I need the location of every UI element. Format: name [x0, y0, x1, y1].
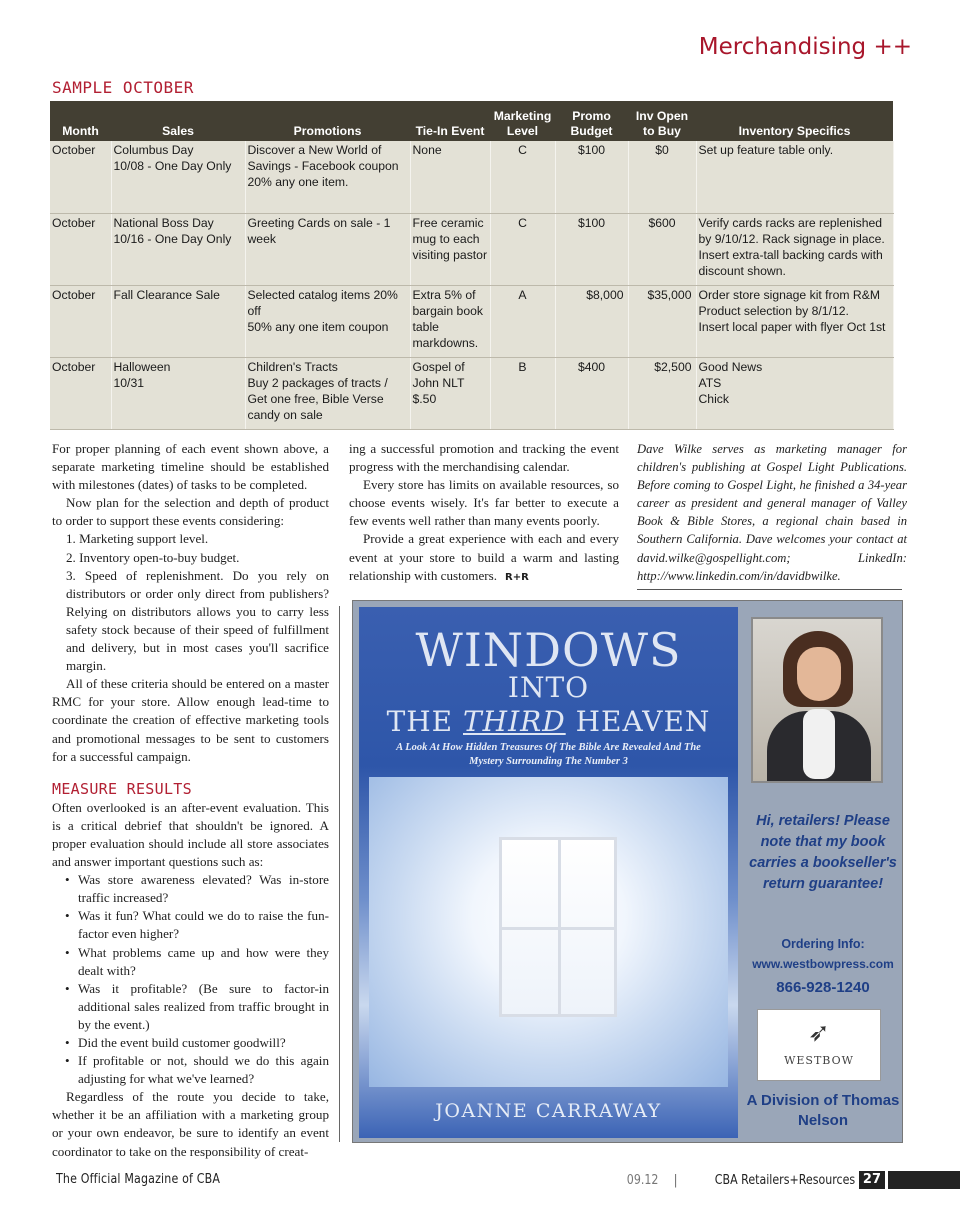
- ordering-url: www.westbowpress.com: [752, 957, 894, 971]
- table-cell: Selected catalog items 20% off 50% any one item coupon: [245, 285, 410, 357]
- cover-illustration: [369, 777, 728, 1087]
- footer-bar: [888, 1171, 960, 1189]
- list-item: • Did the event build customer goodwill?: [78, 1034, 329, 1052]
- table-cell: Verify cards racks are replenished by 9/10/12. Rack signage in place. Insert extra-tall backing cards with discount shown.: [696, 213, 893, 285]
- paragraph: Regardless of the route you decide to take, whether it be an affiliation with a marketing group or your own endeavor, be sure to identify an event coordinator to take on the responsibility of creat-: [52, 1089, 329, 1159]
- table-cell: $600: [628, 213, 696, 285]
- paragraph: [349, 530, 619, 586]
- table-cell: Children's Tracts Buy 2 packages of tracts / Get one free, Bible Verse candy on sale: [245, 357, 410, 429]
- book-subtitle: A Look At How Hidden Treasures Of The Bible Are Revealed And The Mystery Surrounding The Number 3: [396, 742, 701, 767]
- table-cell: Greeting Cards on sale - 1 week: [245, 213, 410, 285]
- column-header: Promo Budget: [555, 101, 628, 141]
- article-column-2: [349, 440, 619, 587]
- column-header: Promotions: [245, 101, 410, 141]
- issue-date: 09.12: [626, 1172, 659, 1188]
- book-title-line: INTO: [507, 671, 590, 704]
- table-cell: $35,000: [628, 285, 696, 357]
- table-cell: $8,000: [555, 285, 628, 357]
- footer-right: [624, 1170, 960, 1190]
- table-cell: Free ceramic mug to each visiting pastor: [410, 213, 490, 285]
- end-mark: R+R: [505, 571, 529, 583]
- section-heading: MEASURE RESULTS: [52, 779, 192, 798]
- table-cell: October: [50, 213, 111, 285]
- table-cell: $400: [555, 357, 628, 429]
- divider: [637, 589, 902, 590]
- table-cell: Fall Clearance Sale: [111, 285, 245, 357]
- table-row: [50, 357, 893, 429]
- table-header-row: [50, 101, 893, 141]
- table-row: [50, 285, 893, 357]
- table-cell: $100: [555, 213, 628, 285]
- table-cell: October: [50, 285, 111, 357]
- retailer-note: Hi, retailers! Please note that my book carries a bookseller's return guarantee!: [749, 813, 897, 892]
- list-item: • Was it fun? What could we do to raise the fun-factor even higher?: [78, 907, 329, 943]
- book-title-line: THE THIRD HEAVEN: [386, 705, 711, 738]
- table-cell: Good News ATS Chick: [696, 357, 893, 429]
- list-item: • Was it profitable? (Be sure to factor-in additional sales realized from traffic brought in by the event.): [78, 980, 329, 1034]
- table-cell: Order store signage kit from R&M Product selection by 8/1/12. Insert local paper with flyer Oct 1st: [696, 285, 893, 357]
- table-cell: October: [50, 141, 111, 213]
- author-photo: [751, 617, 883, 783]
- book-title-line: WINDOWS: [415, 623, 682, 677]
- publisher-logo: [757, 1009, 881, 1081]
- page-number: 27: [859, 1171, 885, 1189]
- table-row: [50, 213, 893, 285]
- phone-number: 866-928-1240: [776, 979, 870, 996]
- column-header: Sales: [111, 101, 245, 141]
- magazine-title: CBA Retailers+Resources: [714, 1172, 855, 1188]
- column-header: Marketing Level: [490, 101, 555, 141]
- paragraph: All of these criteria should be entered on a master RMC for your store. Allow enough lead-time to coordinate the creation of effective marketing tools and promotional messages to be sent to customers for a successful campaign.: [52, 676, 329, 764]
- table-row: [50, 141, 893, 213]
- column-rule: [339, 606, 340, 1142]
- table-cell: Columbus Day 10/08 - One Day Only: [111, 141, 245, 213]
- column-header: Inventory Specifics: [696, 101, 893, 141]
- marketing-calendar-table: [50, 101, 894, 430]
- list-item: • Was store awareness elevated? Was in-store traffic increased?: [78, 871, 329, 907]
- table-cell: October: [50, 357, 111, 429]
- footer-magazine-name: The Official Magazine of CBA: [56, 1172, 221, 1187]
- table-cell: B: [490, 357, 555, 429]
- footer-separator: |: [673, 1172, 678, 1188]
- ordering-heading: Ordering Info:: [781, 937, 865, 951]
- section-title: Merchandising ++: [698, 34, 912, 60]
- table-cell: $2,500: [628, 357, 696, 429]
- archer-icon: ➶: [808, 1018, 830, 1047]
- table-cell: $0: [628, 141, 696, 213]
- list-item: 2. Inventory open-to-buy budget.: [66, 549, 240, 565]
- table-cell: Halloween 10/31: [111, 357, 245, 429]
- article-column-1: [52, 440, 329, 1161]
- table-cell: Gospel of John NLT $.50: [410, 357, 490, 429]
- table-cell: None: [410, 141, 490, 213]
- bullet-list: [52, 871, 329, 1088]
- book-cover: [359, 607, 738, 1138]
- paragraph: For proper planning of each event shown above, a separate marketing timeline should be established with milestones (dates) of tasks to be completed.: [52, 441, 329, 493]
- list-item: • If profitable or not, should we do this again adjusting for what we've learned?: [78, 1052, 329, 1088]
- author-bio: [637, 440, 907, 585]
- paragraph: Often overlooked is an after-event evaluation. This is a critical debrief that shouldn't be ignored. A proper evaluation should include all store associates and answer important questions such as:: [52, 799, 329, 870]
- window-illustration: [499, 837, 617, 1017]
- column-header: Inv Open to Buy: [628, 101, 696, 141]
- table-cell: C: [490, 141, 555, 213]
- bio-text: Dave Wilke serves as marketing manager for children's publishing at Gospel Light Publications. Before coming to Gospel Light, he finished a 34-year career as president and general manager of Valley Book & Bible Stores, a regional chain based in Southern California. Dave welcomes your contact at david.wilke@gospellight.com; LinkedIn: http://www.linkedin.com/in/davidbwilke.: [637, 442, 907, 583]
- list-item: 3. Speed of replenishment. Do you rely on distributors or order only direct from publishers? Relying on distributors allows you to carry less safety stock because of their speed of fulfillment and delivery, but in most cases you'll sacrifice margin.: [66, 567, 329, 674]
- table-cell: C: [490, 213, 555, 285]
- book-author: JOANNE CARRAWAY: [435, 1100, 662, 1122]
- table-cell: $100: [555, 141, 628, 213]
- paragraph: Now plan for the selection and depth of product to order to support these events considering:: [52, 495, 329, 529]
- table-cell: Set up feature table only.: [696, 141, 893, 213]
- paragraph: ing a successful promotion and tracking the event progress with the merchandising calendar.: [349, 441, 619, 475]
- paragraph: Every store has limits on available resources, so choose events wisely. It's far better to execute a few events well rather than many events poorly.: [349, 477, 619, 529]
- list-item: 1. Marketing support level.: [66, 531, 209, 547]
- table-cell: A: [490, 285, 555, 357]
- table-title: SAMPLE OCTOBER: [52, 78, 194, 97]
- numbered-list: [52, 530, 329, 675]
- table-cell: National Boss Day 10/16 - One Day Only: [111, 213, 245, 285]
- paragraph-text: Provide a great experience with each and every event at your store to build a warm and lasting relationship with customers.: [349, 531, 619, 583]
- column-header: Tie-In Event: [410, 101, 490, 141]
- column-header: Month: [50, 101, 111, 141]
- table-cell: Extra 5% of bargain book table markdowns.: [410, 285, 490, 357]
- list-item: • What problems came up and how were they dealt with?: [78, 944, 329, 980]
- book-advertisement: [352, 600, 903, 1143]
- logo-text: WESTBOW: [784, 1054, 854, 1067]
- table-cell: Discover a New World of Savings - Facebook coupon 20% any one item.: [245, 141, 410, 213]
- publisher-division: A Division of Thomas Nelson: [746, 1092, 900, 1129]
